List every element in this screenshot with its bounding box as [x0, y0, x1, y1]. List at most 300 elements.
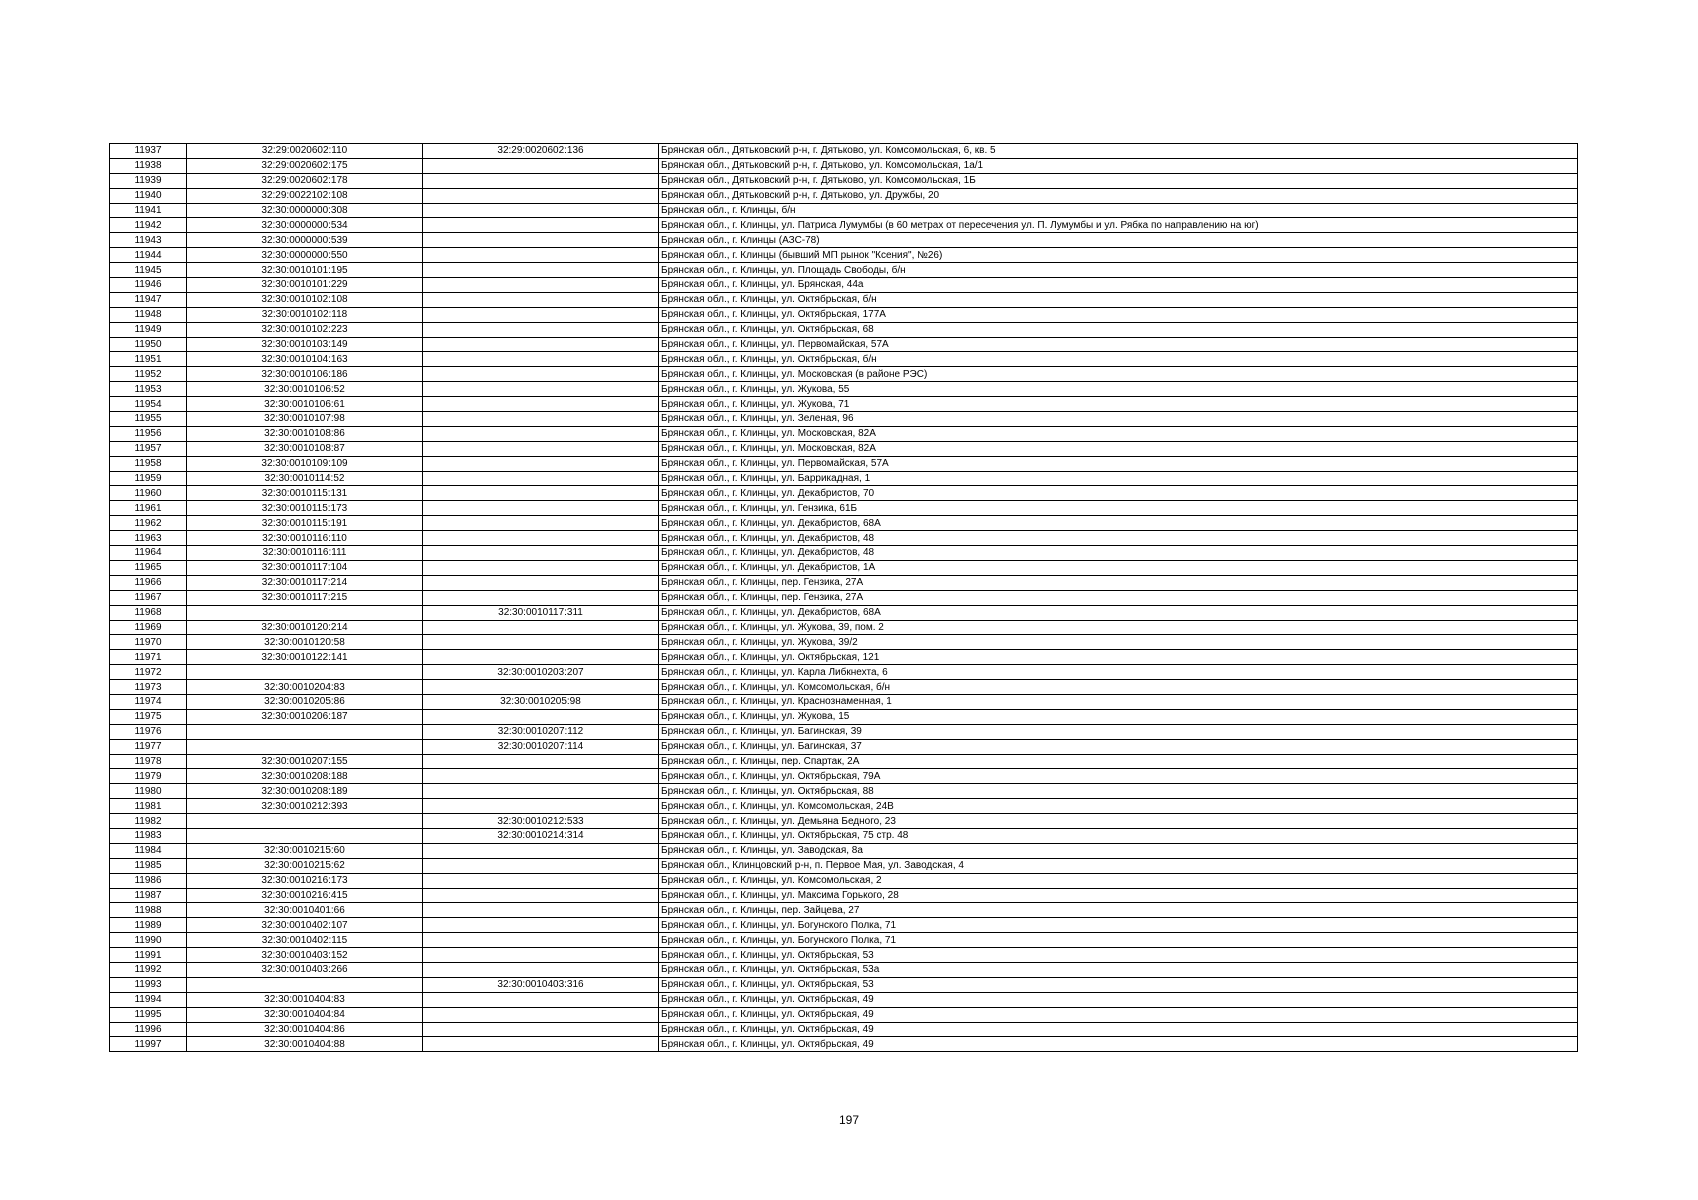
related-cadastral-number-cell: 32:29:0020602:136: [423, 144, 659, 159]
row-number-cell: 11971: [110, 650, 187, 665]
cadastral-number-cell: 32:30:0000000:534: [187, 218, 423, 233]
address-cell: Брянская обл., г. Клинцы, ул. Заводская, 8а: [661, 845, 863, 857]
row-number-cell: 11947: [110, 292, 187, 307]
cadastral-number-cell: 32:29:0020602:178: [187, 173, 423, 188]
address-cell: Брянская обл., г. Клинцы, ул. Декабристов, 68А: [661, 607, 881, 619]
cadastral-number-cell: 32:30:0010104:163: [187, 352, 423, 367]
address-cell: Брянская обл., г. Клинцы, ул. Московская, 82А: [661, 428, 876, 440]
related-cadastral-number-cell: 32:30:0010205:98: [423, 694, 659, 709]
address-cell: Брянская обл., г. Клинцы, ул. Декабристов, 70: [661, 487, 875, 499]
related-cadastral-number-cell: [423, 263, 659, 278]
related-cadastral-number-cell: [423, 635, 659, 650]
address-cell: Брянская обл., г. Клинцы, ул. Богунского Полка, 71: [661, 919, 897, 931]
address-cell: Брянская обл., г. Клинцы, ул. Максима Горького, 28: [661, 889, 899, 901]
address-cell: Брянская обл., г. Клинцы, б/н: [661, 205, 796, 216]
address-cell: Брянская обл., Дятьковский р-н, г. Дятьково, ул. Комсомольская, 1а/1: [661, 160, 984, 172]
related-cadastral-number-cell: [423, 531, 659, 546]
address-cell: Брянская обл., г. Клинцы, ул. Октябрьская, 75 стр. 48: [661, 830, 909, 842]
address-cell: Брянская обл., Дятьковский р-н, г. Дятьково, ул. Комсомольская, 6, кв. 5: [661, 145, 996, 157]
cadastral-number-cell: 32:30:0000000:308: [187, 203, 423, 218]
row-number-cell: 11987: [110, 888, 187, 903]
row-number-cell: 11953: [110, 382, 187, 397]
address-cell: Брянская обл., г. Клинцы, ул. Октябрьская, 68: [661, 324, 874, 336]
cadastral-number-cell: 32:30:0010115:173: [187, 501, 423, 516]
cadastral-number-cell: 32:30:0010206:187: [187, 709, 423, 724]
cadastral-number-cell: 32:30:0010404:84: [187, 1007, 423, 1022]
related-cadastral-number-cell: [423, 352, 659, 367]
row-number-cell: 11950: [110, 337, 187, 352]
related-cadastral-number-cell: [423, 292, 659, 307]
row-number-cell: 11967: [110, 590, 187, 605]
related-cadastral-number-cell: [423, 158, 659, 173]
row-number-cell: 11977: [110, 739, 187, 754]
table-row: [110, 1007, 1578, 1022]
related-cadastral-number-cell: [423, 560, 659, 575]
cadastral-number-cell: 32:30:0010108:86: [187, 426, 423, 441]
address-cell: Брянская обл., г. Клинцы, ул. Площадь Свободы, б/н: [661, 264, 906, 276]
related-cadastral-number-cell: [423, 382, 659, 397]
cadastral-number-cell: 32:30:0010404:88: [187, 1037, 423, 1052]
row-number-cell: 11968: [110, 605, 187, 620]
address-cell: Брянская обл., г. Клинцы, пер. Зайцева, 27: [661, 904, 860, 916]
related-cadastral-number-cell: [423, 933, 659, 948]
table-row: [110, 531, 1578, 546]
table-row: [110, 337, 1578, 352]
related-cadastral-number-cell: [423, 709, 659, 724]
cadastral-number-cell: 32:30:0010102:108: [187, 292, 423, 307]
row-number-cell: 11982: [110, 814, 187, 829]
cadastral-number-cell: 32:30:0010114:52: [187, 471, 423, 486]
address-cell: Брянская обл., г. Клинцы (бывший МП рынок "Ксения", №26): [661, 249, 943, 261]
table-row: [110, 397, 1578, 412]
row-number-cell: 11989: [110, 918, 187, 933]
table-row: [110, 307, 1578, 322]
address-cell: Брянская обл., г. Клинцы, ул. Октябрьская, 49: [661, 1009, 874, 1021]
cadastral-number-cell: 32:30:0010404:86: [187, 1022, 423, 1037]
row-number-cell: 11991: [110, 948, 187, 963]
table-row: [110, 680, 1578, 695]
row-number-cell: 11959: [110, 471, 187, 486]
row-number-cell: 11962: [110, 516, 187, 531]
row-number-cell: 11945: [110, 263, 187, 278]
address-cell: Брянская обл., г. Клинцы, ул. Октябрьская, 49: [661, 1038, 874, 1050]
table-row: [110, 1037, 1578, 1052]
row-number-cell: 11976: [110, 724, 187, 739]
table-row: [110, 456, 1578, 471]
cadastral-number-cell: 32:30:0010208:188: [187, 769, 423, 784]
cadastral-number-cell: 32:30:0010403:152: [187, 948, 423, 963]
table-row: [110, 918, 1578, 933]
address-cell: Брянская обл., г. Клинцы, ул. Октябрьская, б/н: [661, 294, 877, 306]
cadastral-number-cell: 32:30:0010106:52: [187, 382, 423, 397]
row-number-cell: 11948: [110, 307, 187, 322]
table-row: [110, 709, 1578, 724]
cadastral-number-cell: 32:30:0010117:104: [187, 560, 423, 575]
cadastral-number-cell: 32:30:0010403:266: [187, 962, 423, 977]
cadastral-number-cell: 32:30:0010120:214: [187, 620, 423, 635]
address-cell: Брянская обл., г. Клинцы, ул. Октябрьская, 53: [661, 949, 874, 961]
cadastral-number-cell: 32:30:0010205:86: [187, 694, 423, 709]
cadastral-number-cell: 32:30:0010204:83: [187, 680, 423, 695]
cadastral-number-cell: 32:30:0010103:149: [187, 337, 423, 352]
related-cadastral-number-cell: [423, 843, 659, 858]
page-number: 197: [838, 1113, 860, 1127]
cadastral-number-cell: 32:30:0010115:131: [187, 486, 423, 501]
table-row: [110, 724, 1578, 739]
related-cadastral-number-cell: [423, 203, 659, 218]
table-row: [110, 754, 1578, 769]
cadastral-number-cell: 32:30:0010216:415: [187, 888, 423, 903]
address-cell: Брянская обл., г. Клинцы, ул. Первомайская, 57А: [661, 458, 889, 470]
cadastral-number-cell: 32:30:0010106:186: [187, 367, 423, 382]
address-cell: Брянская обл., г. Клинцы (АЗС-78): [661, 234, 820, 246]
table-row: [110, 948, 1578, 963]
related-cadastral-number-cell: [423, 575, 659, 590]
cadastral-number-cell: [187, 828, 423, 843]
row-number-cell: 11938: [110, 158, 187, 173]
table-row: [110, 665, 1578, 680]
address-cell: Брянская обл., г. Клинцы, ул. Демьяна Бедного, 23: [661, 815, 896, 827]
cadastral-number-cell: 32:30:0010102:118: [187, 307, 423, 322]
table-row: [110, 233, 1578, 248]
table-row: [110, 962, 1578, 977]
table-row: [110, 516, 1578, 531]
registry-table-container: [109, 143, 1578, 1052]
row-number-cell: 11984: [110, 843, 187, 858]
table-row: [110, 292, 1578, 307]
table-row: [110, 218, 1578, 233]
table-row: [110, 322, 1578, 337]
row-number-cell: 11964: [110, 546, 187, 561]
cadastral-number-cell: [187, 977, 423, 992]
table-row: [110, 486, 1578, 501]
address-cell: Брянская обл., г. Клинцы, ул. Первомайская, 57А: [661, 339, 889, 351]
cadastral-number-cell: 32:30:0010117:214: [187, 575, 423, 590]
address-cell: Брянская обл., Клинцовский р-н, п. Первое Мая, ул. Заводская, 4: [661, 860, 964, 872]
row-number-cell: 11990: [110, 933, 187, 948]
related-cadastral-number-cell: [423, 397, 659, 412]
related-cadastral-number-cell: [423, 248, 659, 263]
address-cell: Брянская обл., г. Клинцы, ул. Жукова, 39, пом. 2: [661, 621, 884, 633]
address-cell: Брянская обл., г. Клинцы, ул. Декабристов, 48: [661, 547, 875, 559]
address-cell: Брянская обл., Дятьковский р-н, г. Дятьково, ул. Дружбы, 20: [661, 190, 940, 202]
table-row: [110, 873, 1578, 888]
related-cadastral-number-cell: [423, 1007, 659, 1022]
row-number-cell: 11951: [110, 352, 187, 367]
cadastral-number-cell: 32:30:0010116:110: [187, 531, 423, 546]
table-row: [110, 992, 1578, 1007]
cadastral-number-cell: 32:29:0020602:110: [187, 144, 423, 159]
cadastral-number-cell: 32:30:0000000:550: [187, 248, 423, 263]
row-number-cell: 11940: [110, 188, 187, 203]
table-row: [110, 620, 1578, 635]
row-number-cell: 11961: [110, 501, 187, 516]
address-cell: Брянская обл., г. Клинцы, ул. Октябрьская, 49: [661, 1023, 874, 1035]
table-row: [110, 575, 1578, 590]
table-row: [110, 426, 1578, 441]
related-cadastral-number-cell: [423, 858, 659, 873]
table-row: [110, 799, 1578, 814]
row-number-cell: 11995: [110, 1007, 187, 1022]
related-cadastral-number-cell: [423, 650, 659, 665]
address-cell: Брянская обл., г. Клинцы, ул. Октябрьская, 53: [661, 979, 874, 991]
cadastral-number-cell: 32:30:0010208:189: [187, 784, 423, 799]
row-number-cell: 11981: [110, 799, 187, 814]
related-cadastral-number-cell: [423, 456, 659, 471]
cadastral-number-cell: 32:29:0020602:175: [187, 158, 423, 173]
related-cadastral-number-cell: [423, 173, 659, 188]
row-number-cell: 11952: [110, 367, 187, 382]
address-cell: Брянская обл., г. Клинцы, ул. Зеленая, 96: [661, 413, 854, 425]
related-cadastral-number-cell: [423, 471, 659, 486]
related-cadastral-number-cell: [423, 441, 659, 456]
related-cadastral-number-cell: [423, 888, 659, 903]
cadastral-number-cell: [187, 665, 423, 680]
table-row: [110, 784, 1578, 799]
table-row: [110, 203, 1578, 218]
table-row: [110, 635, 1578, 650]
row-number-cell: 11986: [110, 873, 187, 888]
cadastral-number-cell: 32:30:0010109:109: [187, 456, 423, 471]
cadastral-number-cell: 32:30:0010401:66: [187, 903, 423, 918]
address-cell: Брянская обл., г. Клинцы, пер. Гензика, 27А: [661, 592, 864, 604]
row-number-cell: 11943: [110, 233, 187, 248]
row-number-cell: 11972: [110, 665, 187, 680]
cadastral-number-cell: 32:30:0010402:115: [187, 933, 423, 948]
related-cadastral-number-cell: 32:30:0010117:311: [423, 605, 659, 620]
row-number-cell: 11993: [110, 977, 187, 992]
table-row: [110, 903, 1578, 918]
cadastral-number-cell: [187, 739, 423, 754]
row-number-cell: 11983: [110, 828, 187, 843]
cadastral-number-cell: [187, 814, 423, 829]
address-cell: Брянская обл., г. Клинцы, ул. Октябрьская, 88: [661, 785, 874, 797]
address-cell: Брянская обл., г. Клинцы, ул. Богунского Полка, 71: [661, 934, 897, 946]
row-number-cell: 11996: [110, 1022, 187, 1037]
row-number-cell: 11992: [110, 962, 187, 977]
related-cadastral-number-cell: [423, 486, 659, 501]
address-cell: Брянская обл., г. Клинцы, ул. Жукова, 39/2: [661, 636, 858, 648]
row-number-cell: 11966: [110, 575, 187, 590]
table-row: [110, 173, 1578, 188]
cadastral-number-cell: 32:30:0010107:98: [187, 412, 423, 427]
cadastral-number-cell: 32:30:0010216:173: [187, 873, 423, 888]
related-cadastral-number-cell: [423, 426, 659, 441]
related-cadastral-number-cell: [423, 620, 659, 635]
table-row: [110, 382, 1578, 397]
row-number-cell: 11969: [110, 620, 187, 635]
row-number-cell: 11994: [110, 992, 187, 1007]
row-number-cell: 11988: [110, 903, 187, 918]
table-row: [110, 590, 1578, 605]
table-row: [110, 843, 1578, 858]
related-cadastral-number-cell: 32:30:0010207:112: [423, 724, 659, 739]
table-row: [110, 888, 1578, 903]
cadastral-number-cell: 32:30:0010108:87: [187, 441, 423, 456]
related-cadastral-number-cell: 32:30:0010403:316: [423, 977, 659, 992]
row-number-cell: 11937: [110, 144, 187, 159]
table-row: [110, 650, 1578, 665]
row-number-cell: 11978: [110, 754, 187, 769]
address-cell: Брянская обл., г. Клинцы, ул. Декабристов, 68А: [661, 517, 881, 529]
row-number-cell: 11944: [110, 248, 187, 263]
cadastral-number-cell: 32:30:0010115:191: [187, 516, 423, 531]
table-row: [110, 278, 1578, 293]
address-cell: Брянская обл., г. Клинцы, ул. Карла Либкнехта, 6: [661, 666, 888, 678]
cadastral-number-cell: [187, 605, 423, 620]
related-cadastral-number-cell: [423, 278, 659, 293]
related-cadastral-number-cell: 32:30:0010212:533: [423, 814, 659, 829]
row-number-cell: 11956: [110, 426, 187, 441]
row-number-cell: 11980: [110, 784, 187, 799]
related-cadastral-number-cell: [423, 367, 659, 382]
address-cell: Брянская обл., г. Клинцы, ул. Багинская, 37: [661, 741, 862, 753]
related-cadastral-number-cell: [423, 962, 659, 977]
cadastral-number-cell: [187, 724, 423, 739]
address-cell: Брянская обл., г. Клинцы, ул. Комсомольская, б/н: [661, 681, 891, 693]
cadastral-number-cell: 32:30:0010207:155: [187, 754, 423, 769]
related-cadastral-number-cell: [423, 516, 659, 531]
address-cell: Брянская обл., г. Клинцы, ул. Московская, 82А: [661, 443, 876, 455]
table-row: [110, 814, 1578, 829]
address-cell: Брянская обл., г. Клинцы, ул. Комсомольская, 2: [661, 875, 882, 887]
address-cell: Брянская обл., г. Клинцы, пер. Спартак, 2А: [661, 755, 860, 767]
address-cell: Брянская обл., г. Клинцы, ул. Октябрьская, 177А: [661, 309, 886, 321]
related-cadastral-number-cell: [423, 322, 659, 337]
registry-table-body: [110, 144, 1578, 1052]
row-number-cell: 11949: [110, 322, 187, 337]
address-cell: Брянская обл., г. Клинцы, пер. Гензика, 27А: [661, 577, 864, 589]
related-cadastral-number-cell: [423, 1037, 659, 1052]
table-row: [110, 248, 1578, 263]
table-row: [110, 501, 1578, 516]
row-number-cell: 11957: [110, 441, 187, 456]
address-cell: Брянская обл., г. Клинцы, ул. Октябрьская, 49: [661, 994, 874, 1006]
cadastral-number-cell: 32:30:0010122:141: [187, 650, 423, 665]
row-number-cell: 11979: [110, 769, 187, 784]
related-cadastral-number-cell: [423, 590, 659, 605]
address-cell: Брянская обл., г. Клинцы, ул. Багинская, 39: [661, 726, 862, 738]
address-cell: Брянская обл., г. Клинцы, ул. Жукова, 71: [661, 398, 850, 410]
related-cadastral-number-cell: [423, 680, 659, 695]
related-cadastral-number-cell: [423, 1022, 659, 1037]
cadastral-number-cell: 32:30:0010402:107: [187, 918, 423, 933]
cadastral-number-cell: 32:30:0010215:60: [187, 843, 423, 858]
address-cell: Брянская обл., г. Клинцы, ул. Московская (в районе РЭС): [661, 368, 928, 380]
row-number-cell: 11954: [110, 397, 187, 412]
table-row: [110, 263, 1578, 278]
table-row: [110, 605, 1578, 620]
related-cadastral-number-cell: [423, 799, 659, 814]
related-cadastral-number-cell: 32:30:0010203:207: [423, 665, 659, 680]
address-cell: Брянская обл., г. Клинцы, ул. Жукова, 15: [661, 711, 850, 723]
table-row: [110, 828, 1578, 843]
related-cadastral-number-cell: [423, 754, 659, 769]
cadastral-number-cell: 32:30:0010102:223: [187, 322, 423, 337]
related-cadastral-number-cell: [423, 769, 659, 784]
table-row: [110, 933, 1578, 948]
related-cadastral-number-cell: [423, 948, 659, 963]
address-cell: Брянская обл., г. Клинцы, ул. Октябрьская, 79А: [661, 770, 881, 782]
row-number-cell: 11985: [110, 858, 187, 873]
cadastral-number-cell: 32:30:0010212:393: [187, 799, 423, 814]
related-cadastral-number-cell: [423, 218, 659, 233]
address-cell: Брянская обл., г. Клинцы, ул. Баррикадная, 1: [661, 473, 871, 485]
row-number-cell: 11941: [110, 203, 187, 218]
row-number-cell: 11939: [110, 173, 187, 188]
related-cadastral-number-cell: [423, 412, 659, 427]
address-cell: Брянская обл., г. Клинцы, ул. Жукова, 55: [661, 383, 850, 395]
related-cadastral-number-cell: [423, 233, 659, 248]
cadastral-number-cell: 32:30:0010215:62: [187, 858, 423, 873]
cadastral-number-cell: 32:30:0010117:215: [187, 590, 423, 605]
table-row: [110, 546, 1578, 561]
row-number-cell: 11955: [110, 412, 187, 427]
address-cell: Брянская обл., г. Клинцы, ул. Патриса Лумумбы (в 60 метрах от пересечения ул. П. Лумумбы и ул. Рябка по направлению на юг): [661, 219, 1259, 231]
related-cadastral-number-cell: [423, 546, 659, 561]
cadastral-number-cell: 32:30:0010120:58: [187, 635, 423, 650]
table-row: [110, 367, 1578, 382]
related-cadastral-number-cell: [423, 188, 659, 203]
address-cell: Брянская обл., г. Клинцы, ул. Октябрьская, 121: [661, 651, 880, 663]
row-number-cell: 11942: [110, 218, 187, 233]
cadastral-number-cell: 32:30:0010101:229: [187, 278, 423, 293]
row-number-cell: 11963: [110, 531, 187, 546]
address-cell: Брянская обл., Дятьковский р-н, г. Дятьково, ул. Комсомольская, 1Б: [661, 175, 976, 187]
row-number-cell: 11997: [110, 1037, 187, 1052]
row-number-cell: 11965: [110, 560, 187, 575]
related-cadastral-number-cell: 32:30:0010207:114: [423, 739, 659, 754]
related-cadastral-number-cell: [423, 918, 659, 933]
table-row: [110, 412, 1578, 427]
table-row: [110, 352, 1578, 367]
related-cadastral-number-cell: 32:30:0010214:314: [423, 828, 659, 843]
table-row: [110, 1022, 1578, 1037]
table-row: [110, 858, 1578, 873]
related-cadastral-number-cell: [423, 501, 659, 516]
address-cell: Брянская обл., г. Клинцы, ул. Декабристов, 1А: [661, 562, 876, 574]
address-cell: Брянская обл., г. Клинцы, ул. Октябрьская, б/н: [661, 353, 877, 365]
row-number-cell: 11974: [110, 694, 187, 709]
row-number-cell: 11958: [110, 456, 187, 471]
table-row: [110, 471, 1578, 486]
table-row: [110, 977, 1578, 992]
row-number-cell: 11973: [110, 680, 187, 695]
cadastral-number-cell: 32:30:0010106:61: [187, 397, 423, 412]
table-row: [110, 188, 1578, 203]
related-cadastral-number-cell: [423, 784, 659, 799]
cadastral-number-cell: 32:30:0010101:195: [187, 263, 423, 278]
registry-table: [109, 143, 1578, 1052]
table-row: [110, 739, 1578, 754]
row-number-cell: 11970: [110, 635, 187, 650]
table-row: [110, 144, 1578, 159]
related-cadastral-number-cell: [423, 873, 659, 888]
related-cadastral-number-cell: [423, 992, 659, 1007]
related-cadastral-number-cell: [423, 337, 659, 352]
address-cell: Брянская обл., г. Клинцы, ул. Комсомольская, 24В: [661, 800, 894, 812]
table-row: [110, 694, 1578, 709]
cadastral-number-cell: 32:30:0000000:539: [187, 233, 423, 248]
address-cell: Брянская обл., г. Клинцы, ул. Октябрьская, 53а: [661, 964, 880, 976]
cadastral-number-cell: 32:29:0022102:108: [187, 188, 423, 203]
address-cell: Брянская обл., г. Клинцы, ул. Гензика, 61Б: [661, 502, 858, 514]
table-row: [110, 769, 1578, 784]
cadastral-number-cell: 32:30:0010116:111: [187, 546, 423, 561]
related-cadastral-number-cell: [423, 307, 659, 322]
row-number-cell: 11946: [110, 278, 187, 293]
address-cell: Брянская обл., г. Клинцы, ул. Декабристов, 48: [661, 532, 875, 544]
